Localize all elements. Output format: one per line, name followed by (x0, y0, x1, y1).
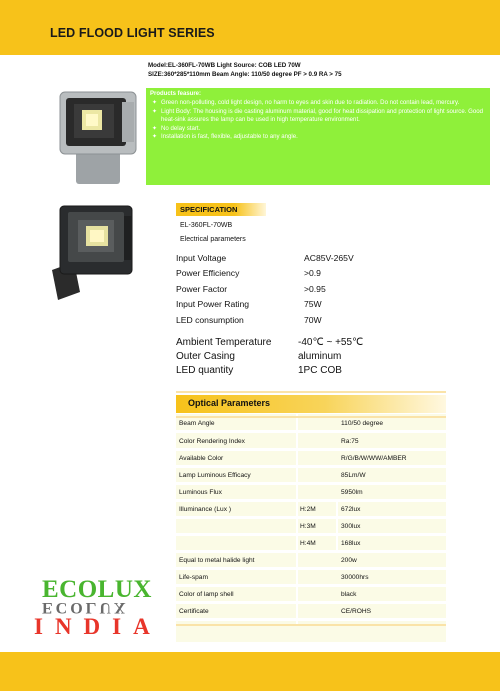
environment-row (176, 351, 436, 366)
row-value: 30000hrs (341, 574, 369, 581)
electrical-row (176, 253, 416, 267)
table-row (176, 519, 446, 536)
row-height: H:4M (300, 540, 316, 547)
row-value: 110/50 degree (341, 420, 384, 427)
param-label: Outer Casing (176, 351, 235, 362)
param-label: Power Efficiency (176, 268, 240, 278)
electrical-row (176, 268, 416, 282)
table-row (176, 434, 446, 451)
row-height: H:3M (300, 523, 316, 530)
star-bullet-icon: ✦ (152, 134, 158, 141)
param-value: -40℃ ~ +55℃ (298, 337, 364, 348)
divider-line (176, 624, 446, 626)
features-title: Products feasure: (150, 91, 202, 97)
ecolux-india-logo (30, 576, 162, 640)
table-row (176, 468, 446, 485)
param-label: Power Factor (176, 284, 228, 294)
column-divider (296, 414, 298, 624)
row-value: 5950lm (341, 489, 363, 496)
param-label: LED quantity (176, 365, 234, 376)
param-label: Input Voltage (176, 253, 227, 263)
table-row (176, 536, 446, 553)
feature-item (150, 125, 486, 134)
table-row (176, 553, 446, 570)
electrical-params-heading: Electrical parameters (180, 236, 246, 243)
row-label: Available Color (179, 455, 224, 462)
table-row (176, 485, 446, 502)
feature-text: Installation is fast, flexible, adjustable to any angle. (161, 133, 298, 141)
table-row (176, 416, 446, 433)
param-value: >0.9 (304, 268, 321, 278)
electrical-row (176, 299, 416, 313)
row-value: R/G/B/W/WW/AMBER (341, 455, 407, 462)
table-row (176, 587, 446, 604)
product-photo-grey (56, 88, 140, 188)
optical-params-table (176, 414, 446, 642)
product-features-box (146, 88, 490, 185)
optical-params-title: Optical Parameters (188, 398, 271, 408)
row-label: Equal to metal halide light (179, 557, 255, 564)
param-label: Ambient Temperature (176, 337, 272, 348)
row-label: Certificate (179, 608, 209, 615)
row-value: 200w (341, 557, 357, 564)
param-value: 70W (304, 315, 322, 325)
specification-label: SPECIFICATION (180, 205, 238, 214)
row-value: Ra:75 (341, 438, 359, 445)
table-row (176, 502, 446, 519)
star-bullet-icon: ✦ (152, 108, 158, 115)
row-label: Lamp Luminous Efficacy (179, 472, 251, 479)
row-value: 85Lm/W (341, 472, 366, 479)
spec-model: EL-360FL-70WB (180, 222, 233, 229)
row-label: Life-spam (179, 574, 208, 581)
param-value: 1PC COB (298, 365, 342, 376)
electrical-row (176, 284, 416, 298)
column-divider (336, 502, 338, 553)
footer-band (0, 652, 500, 691)
star-bullet-icon: ✦ (152, 100, 158, 106)
model-line-2: SIZE:360*285*110mm Beam Angle: 110/50 degree PF > 0.9 RA > 75 (148, 71, 342, 78)
row-label: Color Rendering Index (179, 438, 245, 445)
feature-text: No delay start. (161, 124, 201, 132)
optical-params-header (176, 395, 446, 413)
row-value: 672lux (341, 506, 361, 513)
logo-country: INDIA (34, 614, 162, 639)
electrical-row (176, 315, 416, 329)
page-title: LED FLOOD LIGHT SERIES (50, 26, 215, 40)
product-photo-black (38, 200, 138, 300)
feature-item (150, 133, 486, 142)
environment-row (176, 365, 436, 380)
row-label: Beam Angle (179, 420, 215, 427)
param-label: LED consumption (176, 315, 244, 325)
param-value: aluminum (298, 351, 342, 362)
specification-tab (176, 203, 266, 216)
feature-item (150, 99, 486, 108)
param-value: AC85V-265V (304, 253, 354, 263)
row-value: 300lux (341, 523, 361, 530)
row-height: H:2M (300, 506, 316, 513)
model-line-1: Model:EL-360FL-70WB Light Source: COB LED 70W (148, 62, 301, 69)
param-value: >0.95 (304, 284, 326, 294)
feature-text: Light Body: The housing is die casting aluminum material, good for heat dissipation and protection of light source. Good heat-sink assures the lamp can be used in high temperature environment. (161, 107, 484, 124)
star-bullet-icon: ✦ (152, 125, 158, 132)
row-label: Luminous Flux (179, 489, 222, 496)
row-value: black (341, 591, 357, 598)
table-row (176, 570, 446, 587)
logo-reflection: ECOLUX (42, 599, 129, 616)
row-value: CE/ROHS (341, 608, 372, 615)
environment-row (176, 337, 436, 352)
row-label: Color of lamp shell (179, 591, 234, 598)
param-value: 75W (304, 299, 322, 309)
row-label: Illuminance (Lux ) (179, 506, 232, 513)
logo-word: ECOLUX (42, 576, 152, 603)
table-row (176, 451, 446, 468)
divider-line (176, 391, 446, 393)
feature-text: Green non-polluting, cold light design, no harm to eyes and skin due to radiation. Do not contain lead, mercury. (161, 99, 460, 106)
divider-line (176, 416, 446, 418)
table-row (176, 604, 446, 621)
param-label: Input Power Rating (176, 299, 250, 309)
row-value: 168lux (341, 540, 361, 547)
feature-item (150, 108, 486, 125)
